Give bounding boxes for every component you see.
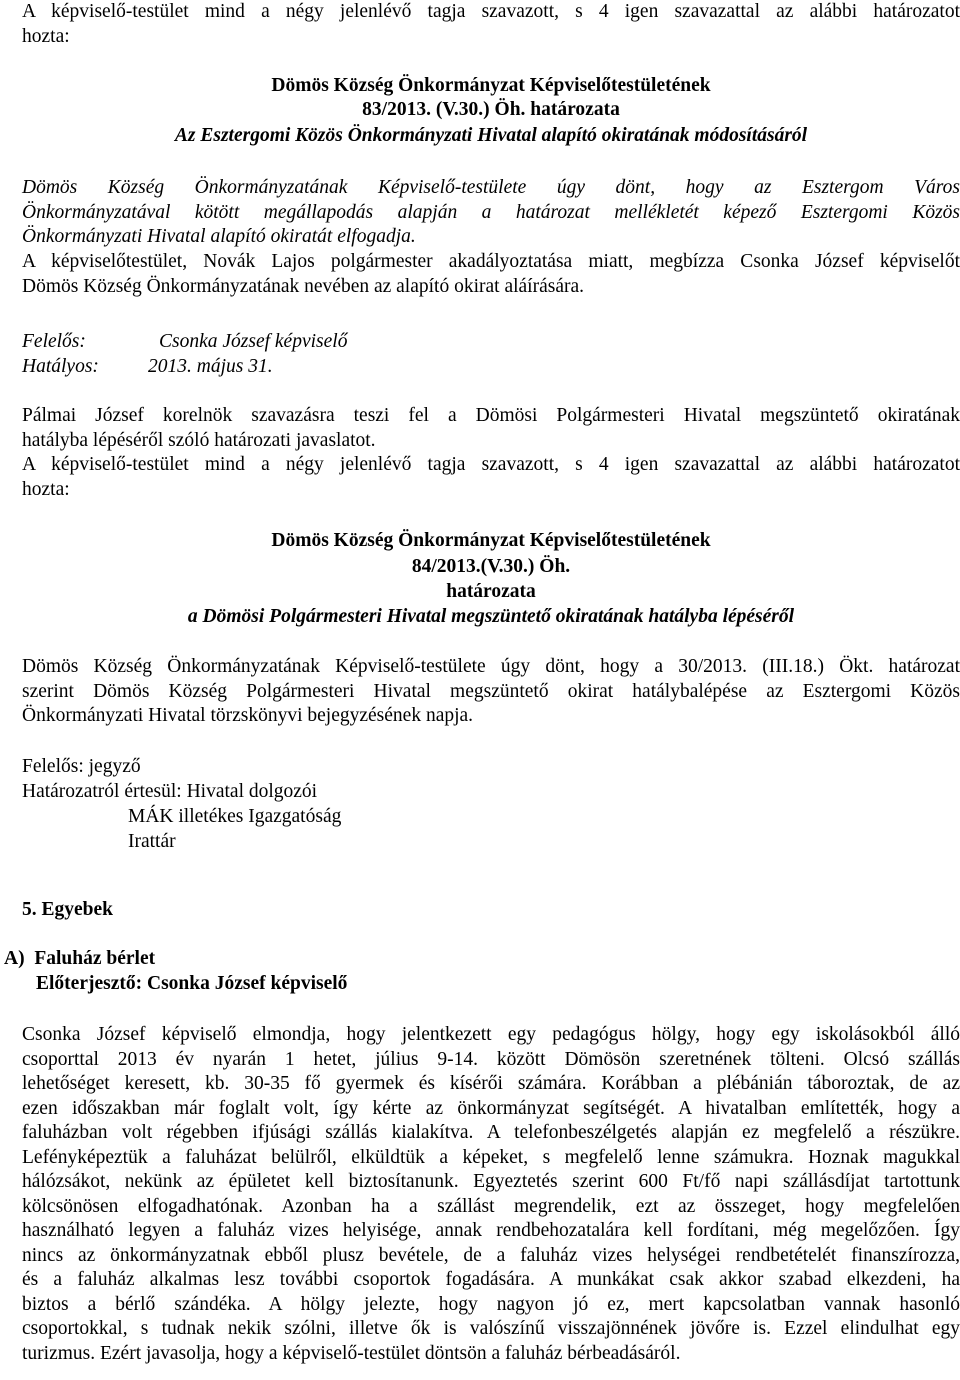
text-line: Csonka József képviselő elmondja, hogy jelentkezett egy pedagógus hölgy, hogy egy iskolásokból álló — [22, 1024, 960, 1045]
resolution-2-body — [22, 655, 960, 729]
text-line: csoporttal 2013 év nyarán 1 hetet, július 9-14. között Dömösön szeretnének tölteni. Olcsó szállás — [22, 1048, 960, 1070]
text-line: A képviselő-testület mind a négy jelenlévő tagja szavazott, s 4 igen szavazattal az alábbi határozatot — [22, 1, 960, 22]
item-a-body — [22, 1023, 960, 1366]
text-line: faluházban volt régebben ifjúsági szállás kialakítva. A telefonbeszélgetés alapján ez megfelelő a részükre. — [22, 1122, 960, 1143]
text-line: Dömös Község Önkormányzatának nevében az alapító okirat aláírására. — [22, 275, 585, 297]
text-line: kölcsönösen elfogadhatónak. Azonban ha a szállást megrendelik, ezt az összeget, hogy megfelelően — [22, 1195, 960, 1217]
resolution-1-subject: Az Esztergomi Közös Önkormányzati Hivatal alapító okiratának módosításáról — [174, 125, 808, 146]
responsible-value: Csonka József képviselő — [159, 331, 348, 352]
text-line: A képviselőtestület, Novák Lajos polgármester akadályoztatása miatt, megbízza Csonka József képviselőt — [22, 251, 960, 272]
resolution-1-body — [22, 176, 960, 250]
notified-line-2: MÁK illetékes Igazgatóság — [128, 806, 342, 827]
resolution-2-number: 84/2013.(V.30.) Öh. — [411, 556, 571, 577]
text-line: Dömös Község Önkormányzatának Képviselő-testülete úgy dönt, hogy a 30/2013. (III.18.) Ökt. határozat — [22, 656, 960, 677]
text-line: hatályba lépéséről szóló határozati javaslatot. — [22, 429, 376, 451]
effective-label: Hatályos: — [22, 356, 99, 377]
text-line: Dömös Község Önkormányzatának Képviselő-testülete úgy dönt, hogy az Esztergom Város — [22, 177, 960, 198]
notified-line-3: Irattár — [128, 831, 176, 852]
text-line: Önkormányzati Hivatal törzskönyvi bejegyzésének napja. — [22, 705, 474, 726]
text-line: csoportokkal, s tudnak nekik szólni, illetve ők is valószínű visszajönnének jövőre is. Ezzel elindulhat egy — [22, 1318, 960, 1339]
resolution-2-title: Dömös Község Önkormányzat Képviselőtestületének — [271, 530, 711, 551]
text-line: Lefényképeztük a faluházat belülről, elküldtük a képeket, s megfelelő lenne számukra. Hoznak magukkal — [22, 1146, 960, 1168]
vote-paragraph-1 — [22, 0, 960, 49]
responsible-label: Felelős: — [22, 331, 86, 352]
text-line: szerint Dömös Község Polgármesteri Hivatal megszüntető okirat hatálybalépése az Esztergomi Közös — [22, 680, 960, 702]
text-line: használható legyen a faluház vizes helyisége, annak rendbehozatalára kell fordítani, még megelőzően. Így — [22, 1220, 960, 1241]
text-line: lehetőséget keresett, kb. 30-35 fő gyermek és kísérői számára. Korábban a plébánián táboroztak, de az — [22, 1073, 960, 1094]
text-line: A képviselő-testület mind a négy jelenlévő tagja szavazott, s 4 igen szavazattal az alábbi határozatot — [22, 454, 960, 475]
resolution-2-subject: a Dömösi Polgármesteri Hivatal megszüntető okiratának hatályba lépéséről — [187, 606, 795, 627]
notified-line-1: Határozatról értesül: Hivatal dolgozói — [22, 781, 318, 802]
vote-paragraph-2 — [22, 404, 960, 502]
section-5-heading: 5. Egyebek — [22, 899, 114, 920]
resolution-1-body-2 — [22, 250, 960, 299]
item-a-heading: A) Faluház bérlet — [4, 948, 156, 969]
effective-value: 2013. május 31. — [148, 356, 273, 377]
text-line: ezen időszakban már foglalt volt, így kérte az önkormányzat segítségét. A hivatalban említették, hogy a — [22, 1097, 960, 1119]
text-line: hálózsákot, nekünk az épületet kell biztosítanunk. Egyeztetés szerint 600 Ft/fő napi szállásdíjat tartottunk — [22, 1171, 960, 1192]
text-line: hozta: — [22, 25, 70, 47]
text-line: nincs az önkormányzatnak ebből plusz bevétele, de a faluház vizes helységei rendbetételét finanszírozza, — [22, 1244, 960, 1266]
text-line: hozta: — [22, 478, 70, 500]
resolution-1-title: Dömös Község Önkormányzat Képviselőtestületének — [271, 75, 711, 96]
resolution-2-label: határozata — [446, 581, 536, 602]
text-line: turizmus. Ezért javasolja, hogy a képviselő-testület döntsön a faluház bérbeadásáról. — [22, 1342, 681, 1364]
text-line: biztos a bérlő szándéka. A hölgy jelezte, hogy nagyon jó ez, mert kapcsolatban vannak hasonló — [22, 1293, 960, 1315]
resolution-2-responsible: Felelős: jegyző — [22, 756, 141, 777]
resolution-1-number: 83/2013. (V.30.) Öh. határozata — [362, 99, 620, 120]
text-line: Önkormányzatával kötött megállapodás alapján a határozat mellékletét képező Esztergomi Közös — [22, 201, 960, 223]
text-line: Önkormányzati Hivatal alapító okiratát elfogadja. — [22, 226, 416, 247]
item-a-presenter: Előterjesztő: Csonka József képviselő — [36, 973, 348, 994]
text-line: és a faluház alkalmas lesz további csoportok fogadására. A munkákat csak akkor szabad elkezdeni, ha — [22, 1269, 960, 1290]
text-line: Pálmai József korelnök szavazásra teszi fel a Dömösi Polgármesteri Hivatal megszüntető okiratának — [22, 405, 960, 426]
